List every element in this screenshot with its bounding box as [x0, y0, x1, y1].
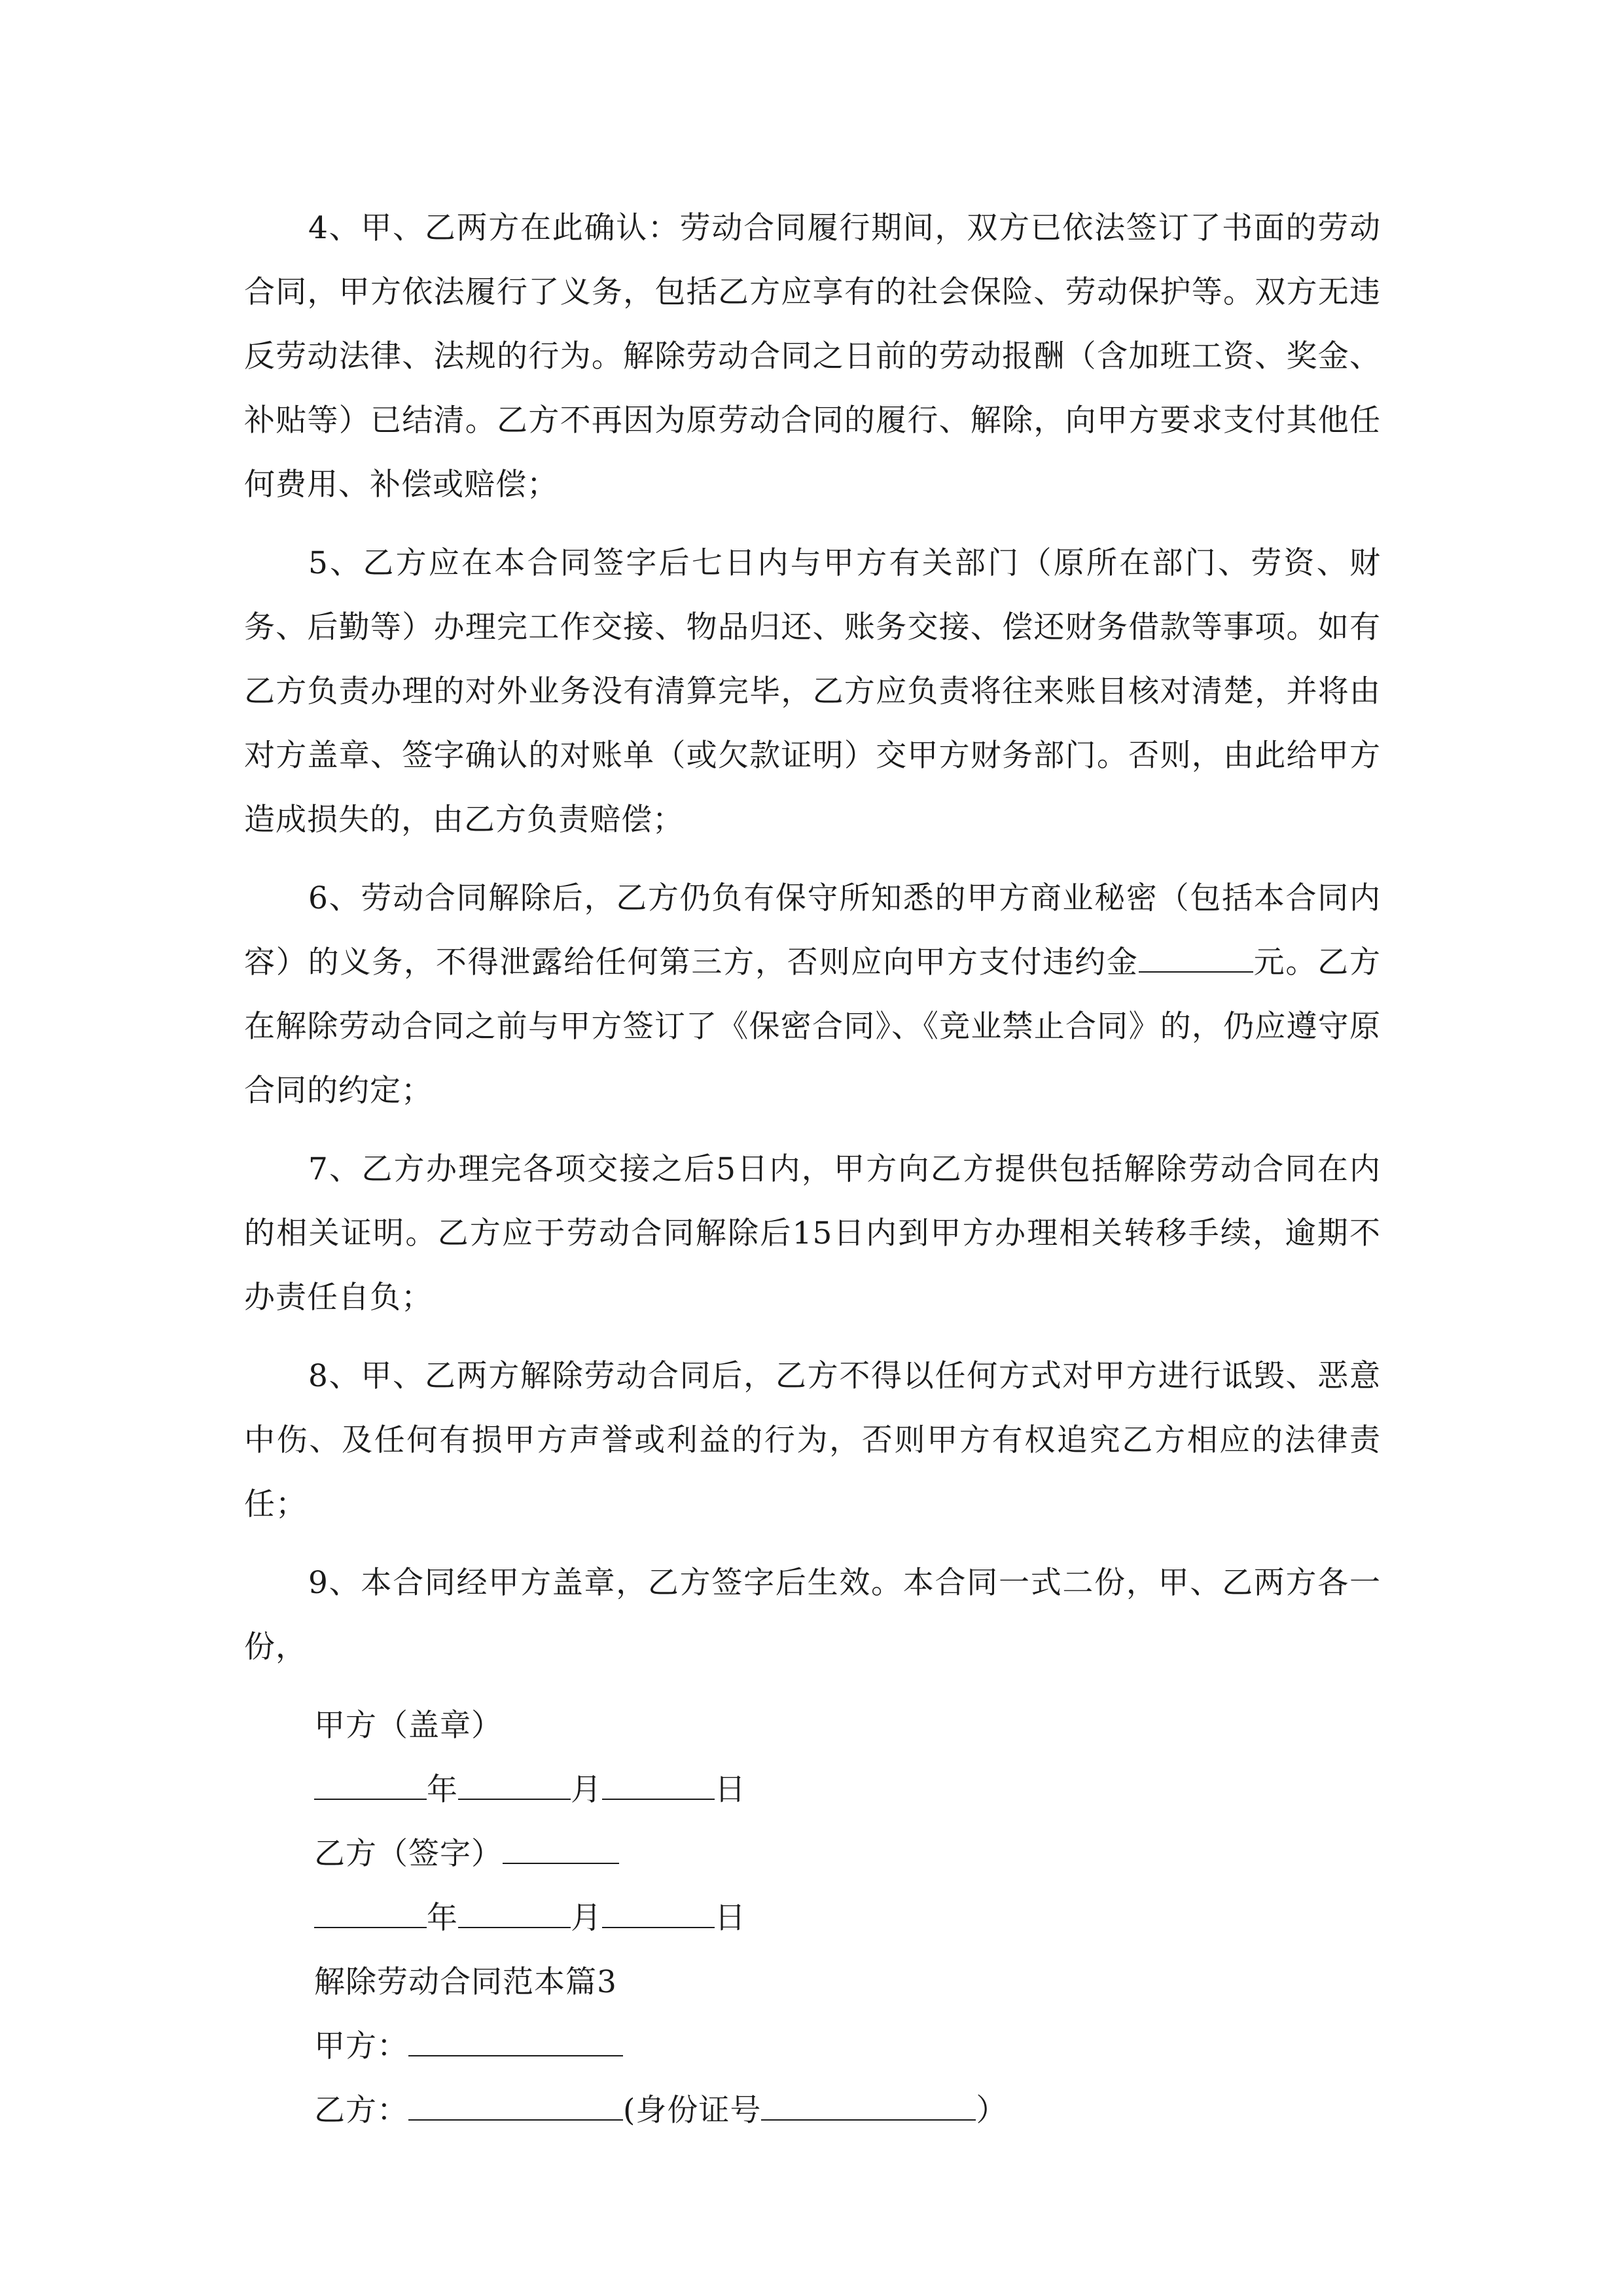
- section-3-party-b-line: [244, 2079, 1381, 2143]
- day-blank: [602, 1770, 715, 1800]
- day-blank: [602, 1898, 715, 1928]
- month-label: 月: [571, 1772, 602, 1808]
- section-3-party-b-label: 乙方：: [314, 2092, 408, 2128]
- clause-5: 5、乙方应在本合同签字后七日内与甲方有关部门（原所在部门、劳资、财务、后勤等）办理完工作交接、物品归还、账务交接、偿还财务借款等事项。如有乙方负责办理的对外业务没有清算完毕，乙方应负责将往来账目核对清楚，并将由对方盖章、签字确认的对账单（或欠款证明）交甲方财务部门。否则，由此给甲方造成损失的，由乙方负责赔偿；: [244, 545, 1381, 838]
- section-3-party-a-blank: [408, 2026, 623, 2056]
- year-blank: [314, 1770, 427, 1800]
- clause-9: 9、本合同经甲方盖章，乙方签字后生效。本合同一式二份，甲、乙两方各一份，: [244, 1565, 1381, 1665]
- clause-6-text-before-blank: 6、劳动合同解除后，乙方仍负有保守所知悉的甲方商业秘密（包括本合同内容）的义务，不得泄露给任何第三方，否则应向甲方支付违约金: [244, 880, 1381, 980]
- party-a-seal-label: 甲方（盖章）: [314, 1708, 503, 1744]
- party-b-date-line: [244, 1886, 1381, 1950]
- document-page: [244, 196, 1381, 2143]
- section-3-party-a-line: [244, 2015, 1381, 2079]
- clause-8: 8、甲、乙两方解除劳动合同后，乙方不得以任何方式对甲方进行诋毁、恶意中伤、及任何有损甲方声誉或利益的行为，否则甲方有权追究乙方相应的法律责任；: [244, 1358, 1381, 1522]
- day-label: 日: [715, 1900, 746, 1936]
- clause-6: [244, 867, 1381, 1123]
- year-label: 年: [427, 1772, 458, 1808]
- year-blank: [314, 1898, 427, 1928]
- month-blank: [458, 1770, 571, 1800]
- section-3-party-b-blank: [408, 2090, 623, 2121]
- penalty-amount-blank: [1139, 942, 1253, 973]
- party-b-sign-blank: [503, 1834, 619, 1864]
- id-number-close: ）: [976, 2092, 1008, 2128]
- clause-6-text-after-blank: 元。乙方在解除劳动合同之前与甲方签订了《保密合同》、《竞业禁止合同》的，仍应遵守原合同的约定；: [244, 944, 1381, 1109]
- clause-7: 7、乙方办理完各项交接之后5日内，甲方向乙方提供包括解除劳动合同在内的相关证明。乙方应于劳动合同解除后15日内到甲方办理相关转移手续，逾期不办责任自负；: [244, 1151, 1381, 1316]
- party-a-date-line: [244, 1758, 1381, 1822]
- day-label: 日: [715, 1772, 746, 1808]
- id-number-blank: [761, 2090, 976, 2121]
- party-a-seal-line: [244, 1694, 1381, 1758]
- month-blank: [458, 1898, 571, 1928]
- party-b-sign-line: [244, 1822, 1381, 1886]
- section-3-title-text: 解除劳动合同范本篇3: [314, 1964, 617, 2000]
- clause-4: 4、甲、乙两方在此确认：劳动合同履行期间，双方已依法签订了书面的劳动合同，甲方依法履行了义务，包括乙方应享有的社会保险、劳动保护等。双方无违反劳动法律、法规的行为。解除劳动合同之日前的劳动报酬（含加班工资、奖金、补贴等）已结清。乙方不再因为原劳动合同的履行、解除，向甲方要求支付其他任何费用、补偿或赔偿；: [244, 210, 1381, 503]
- party-b-sign-label: 乙方（签字）: [314, 1836, 503, 1872]
- section-3-title: [244, 1950, 1381, 2015]
- month-label: 月: [571, 1900, 602, 1936]
- year-label: 年: [427, 1900, 458, 1936]
- section-3-party-a-label: 甲方：: [314, 2028, 408, 2064]
- id-number-label: (身份证号: [623, 2092, 762, 2128]
